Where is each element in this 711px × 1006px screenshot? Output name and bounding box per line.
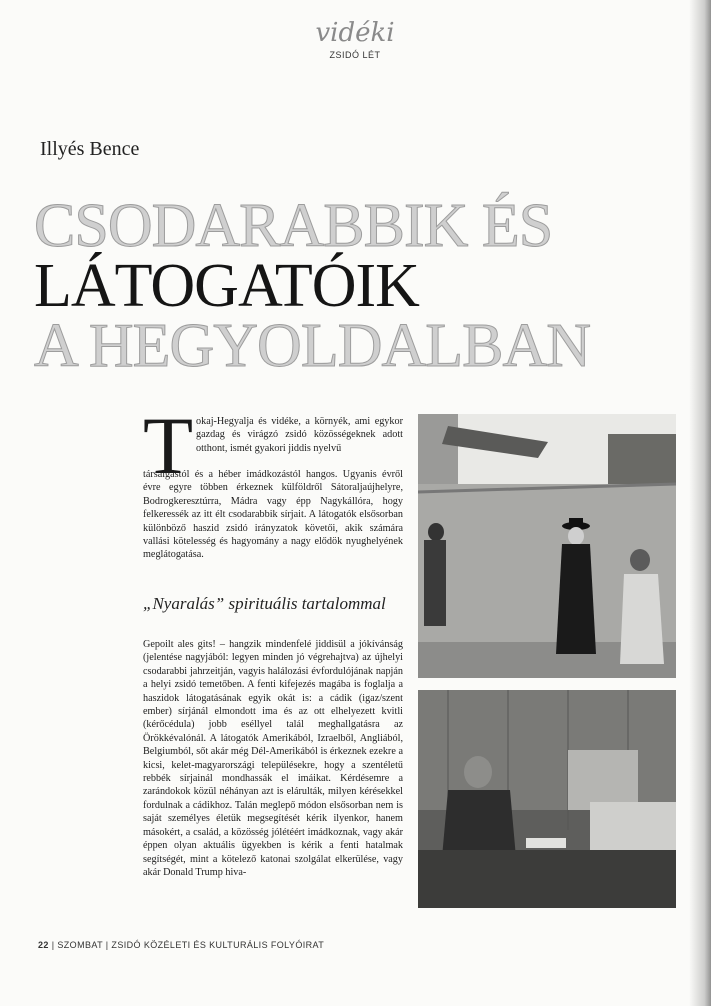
subheading: „Nyaralás” spirituális tartalommal bbox=[143, 594, 386, 613]
title-line-1: CSODARABBIK ÉS bbox=[34, 192, 553, 260]
page-footer bbox=[38, 940, 324, 950]
photo-man-writing bbox=[418, 690, 676, 908]
body-paragraph: Gepoilt ales gits! – hangzik mindenfelé jiddisül a jókívánság (jelentése nagyjából: legyen minden jó végrehajtva) az újhelyi csodarabbi jahrzeitján, vagyis halálozási évfordulójának napján a helyi zsidó temetőben. A fenti kifejezés magába is foglalja a haszidok látogatásának egyik okát is: a cádik (igaz/szent ember) sírjánál elmondott ima és az ott elhelyezett kvitli (kérőcédula) jobb eséllyel talál meghallgatásra az Örökkévalónál. A látogatók Amerikából, Izraelből, Angliából, Belgiumból, sőt akár még Dél-Amerikából is érkeznek ezekre a kicsi, kelet-magyarországi településekre, hogy a szentéletű rebbék sírjainál mondhassák el imáikat. Kérdésemre a zarándokok közül néhányan azt is elárulták, milyen kérésekkel fordulnak a cádikhoz. Talán meglepő módon elsősorban nem is saját személyes életük megsegítését kérik ilyenkor, hanem másokért, a család, a közösség jólétéért imádkoznak, vagy akár éppen olyan aktuális ügyekben is kérik a fenti hatalmak segítségét, mint a kötelező katonai szolgálat elkerülése, vagy akár Donald Trump hiva- bbox=[143, 639, 403, 878]
footer-separator: | bbox=[51, 940, 55, 950]
photo-cemetery-visitors-drawing bbox=[418, 414, 676, 678]
intro-lede: okaj-Hegyalja és vidéke, a környék, ami egykor gazdag és virágzó zsidó közösségeknek adott otthont, ismét gyakori jiddis nyelvű bbox=[196, 416, 403, 454]
magazine-name: SZOMBAT bbox=[57, 940, 103, 950]
footer-separator-2: | bbox=[105, 940, 109, 950]
section-kicker: vidéki bbox=[315, 18, 395, 48]
photo-man-writing-drawing bbox=[418, 690, 676, 908]
title-line-3: A HEGYOLDALBAN bbox=[34, 312, 591, 380]
section-subtitle: ZSIDÓ LÉT bbox=[329, 50, 381, 60]
page-edge-shadow bbox=[689, 0, 711, 1006]
drop-cap: T bbox=[143, 400, 194, 491]
magazine-tagline: ZSIDÓ KÖZÉLETI ÉS KULTURÁLIS FOLYÓIRAT bbox=[111, 940, 325, 950]
page-number: 22 bbox=[38, 940, 49, 950]
author-name: Illyés Bence bbox=[40, 138, 140, 160]
intro-paragraph: társalgástól és a héber imádkozástól hangos. Ugyanis évről évre egyre többen érkeznek külföldről Sátoraljaújhelyre, Bodrogkeresztúrra, Mádra vagy épp Nagykállóra, hogy felkeressék az itt élt csodarabbik sírjait. A látogatók elsősorban különböző haszid zsidó irányzatok követői, akik számára vallási kötelesség és hagyomány a nagy elődök nyughelyének meglátogatása. bbox=[143, 469, 403, 561]
photo-cemetery-visitors bbox=[418, 414, 676, 678]
title-line-2: LÁTOGATÓIK bbox=[34, 252, 419, 320]
